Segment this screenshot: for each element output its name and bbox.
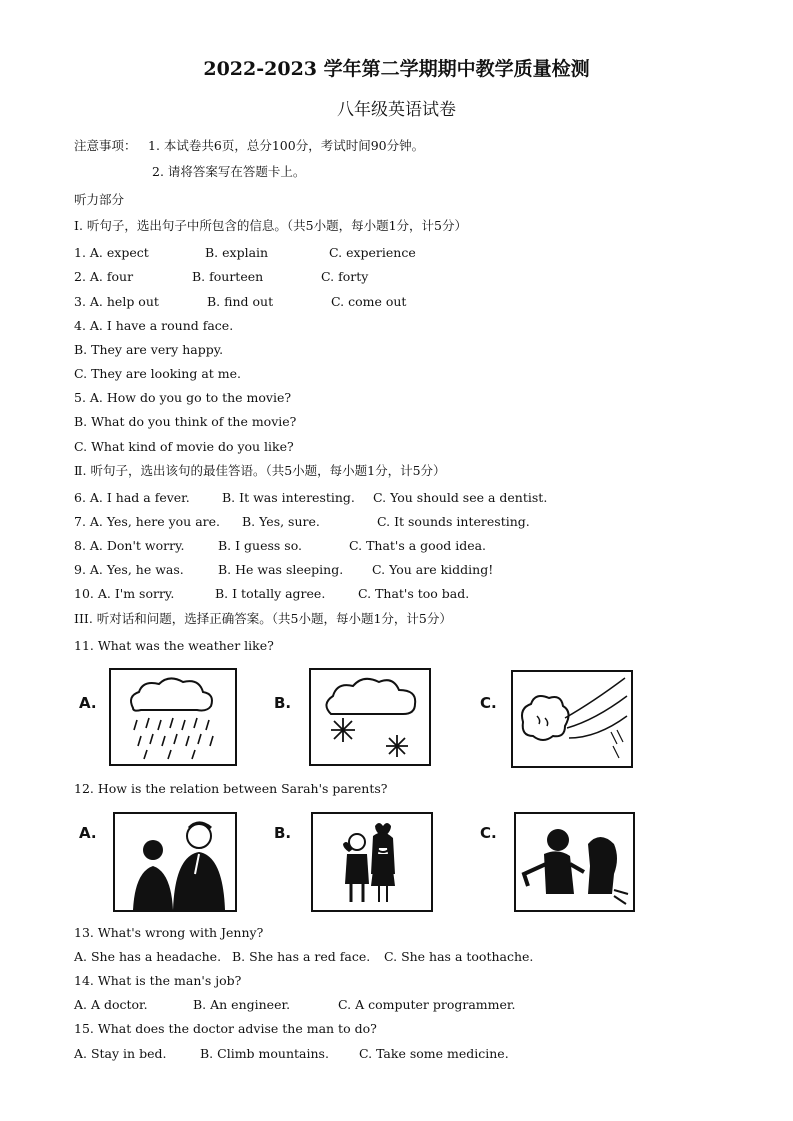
q1-option-a: 1. A. expect	[74, 245, 149, 260]
q8-option-c: C. That's a good idea.	[349, 538, 487, 553]
listening-heading: 听力部分	[74, 192, 125, 207]
q10-option-a: 10. A. I'm sorry.	[74, 586, 175, 601]
q3-option-b: B. find out	[207, 294, 274, 309]
q15-stem: 15. What does the doctor advise the man to do?	[74, 1021, 377, 1036]
q13-option-c: C. She has a toothache.	[384, 949, 534, 964]
q10-option-b: B. I totally agree.	[215, 586, 326, 601]
happy-couple-icon	[313, 814, 431, 910]
q14-option-a: A. A doctor.	[74, 997, 148, 1012]
q4-option-b: B. They are very happy.	[74, 342, 224, 357]
q14-option-c: C. A computer programmer.	[338, 997, 516, 1012]
q14-stem: 14. What is the man's job?	[74, 973, 242, 988]
part2-heading: Ⅱ. 听句子，选出该句的最佳答语。（共5小题，每小题1分，计5分）	[74, 463, 446, 478]
angry-couple-icon	[516, 814, 633, 910]
q12-label-a: A.	[79, 824, 97, 842]
rain-picture	[109, 668, 237, 766]
q7-option-c: C. It sounds interesting.	[377, 514, 530, 529]
q6-option-c: C. You should see a dentist.	[373, 490, 548, 505]
q1-option-c: C. experience	[329, 245, 416, 260]
q11-label-a: A.	[79, 694, 97, 712]
fighting-couple-picture	[514, 812, 635, 912]
q4-option-c: C. They are looking at me.	[74, 366, 242, 381]
q14-option-b: B. An engineer.	[193, 997, 291, 1012]
q2-option-c: C. forty	[321, 269, 369, 284]
wind-picture	[511, 670, 633, 768]
arguing-couple-picture	[113, 812, 237, 912]
q9-option-c: C. You are kidding!	[372, 562, 494, 577]
q12-stem: 12. How is the relation between Sarah's parents?	[74, 781, 388, 796]
q3-option-a: 3. A. help out	[74, 294, 159, 309]
q15-option-b: B. Climb mountains.	[200, 1046, 329, 1061]
q11-label-b: B.	[274, 694, 292, 712]
part1-heading: I. 听句子，选出句子中所包含的信息。（共5小题，每小题1分，计5分）	[74, 218, 467, 233]
q3-option-c: C. come out	[331, 294, 407, 309]
snow-cloud-icon	[311, 670, 429, 764]
rain-cloud-icon	[111, 670, 235, 764]
q13-option-a: A. She has a headache.	[74, 949, 222, 964]
exam-title: 2022-2023 学年第二学期期中教学质量检测	[203, 58, 590, 80]
q9-option-b: B. He was sleeping.	[218, 562, 344, 577]
q2-option-a: 2. A. four	[74, 269, 134, 284]
q7-option-b: B. Yes, sure.	[242, 514, 320, 529]
sad-couple-icon	[115, 814, 235, 910]
q5-option-a: 5. A. How do you go to the movie?	[74, 390, 292, 405]
q11-stem: 11. What was the weather like?	[74, 638, 274, 653]
q15-option-c: C. Take some medicine.	[359, 1046, 509, 1061]
q5-option-b: B. What do you think of the movie?	[74, 414, 297, 429]
q8-option-b: B. I guess so.	[218, 538, 302, 553]
q11-label-c: C.	[480, 694, 497, 712]
exam-subtitle: 八年级英语试卷	[337, 100, 456, 120]
q13-stem: 13. What's wrong with Jenny?	[74, 925, 264, 940]
q4-option-a: 4. A. I have a round face.	[74, 318, 234, 333]
q2-option-b: B. fourteen	[192, 269, 264, 284]
notes-item-1: 1. 本试卷共6页，总分100分，考试时间90分钟。	[148, 138, 425, 153]
q9-option-a: 9. A. Yes, he was.	[74, 562, 184, 577]
notes-item-2: 2. 请将答案写在答题卡上。	[152, 164, 306, 179]
q13-option-b: B. She has a red face.	[232, 949, 371, 964]
snow-picture	[309, 668, 431, 766]
q1-option-b: B. explain	[205, 245, 269, 260]
wind-icon	[513, 672, 631, 766]
q8-option-a: 8. A. Don't worry.	[74, 538, 185, 553]
q12-label-c: C.	[480, 824, 497, 842]
notes-label: 注意事项：	[74, 138, 137, 153]
q15-option-a: A. Stay in bed.	[74, 1046, 167, 1061]
q10-option-c: C. That's too bad.	[358, 586, 470, 601]
part3-heading: III. 听对话和问题，选择正确答案。（共5小题，每小题1分，计5分）	[74, 611, 452, 626]
q6-option-a: 6. A. I had a fever.	[74, 490, 190, 505]
q6-option-b: B. It was interesting.	[222, 490, 355, 505]
happy-couple-picture	[311, 812, 433, 912]
q12-label-b: B.	[274, 824, 292, 842]
q7-option-a: 7. A. Yes, here you are.	[74, 514, 221, 529]
q5-option-c: C. What kind of movie do you like?	[74, 439, 294, 454]
